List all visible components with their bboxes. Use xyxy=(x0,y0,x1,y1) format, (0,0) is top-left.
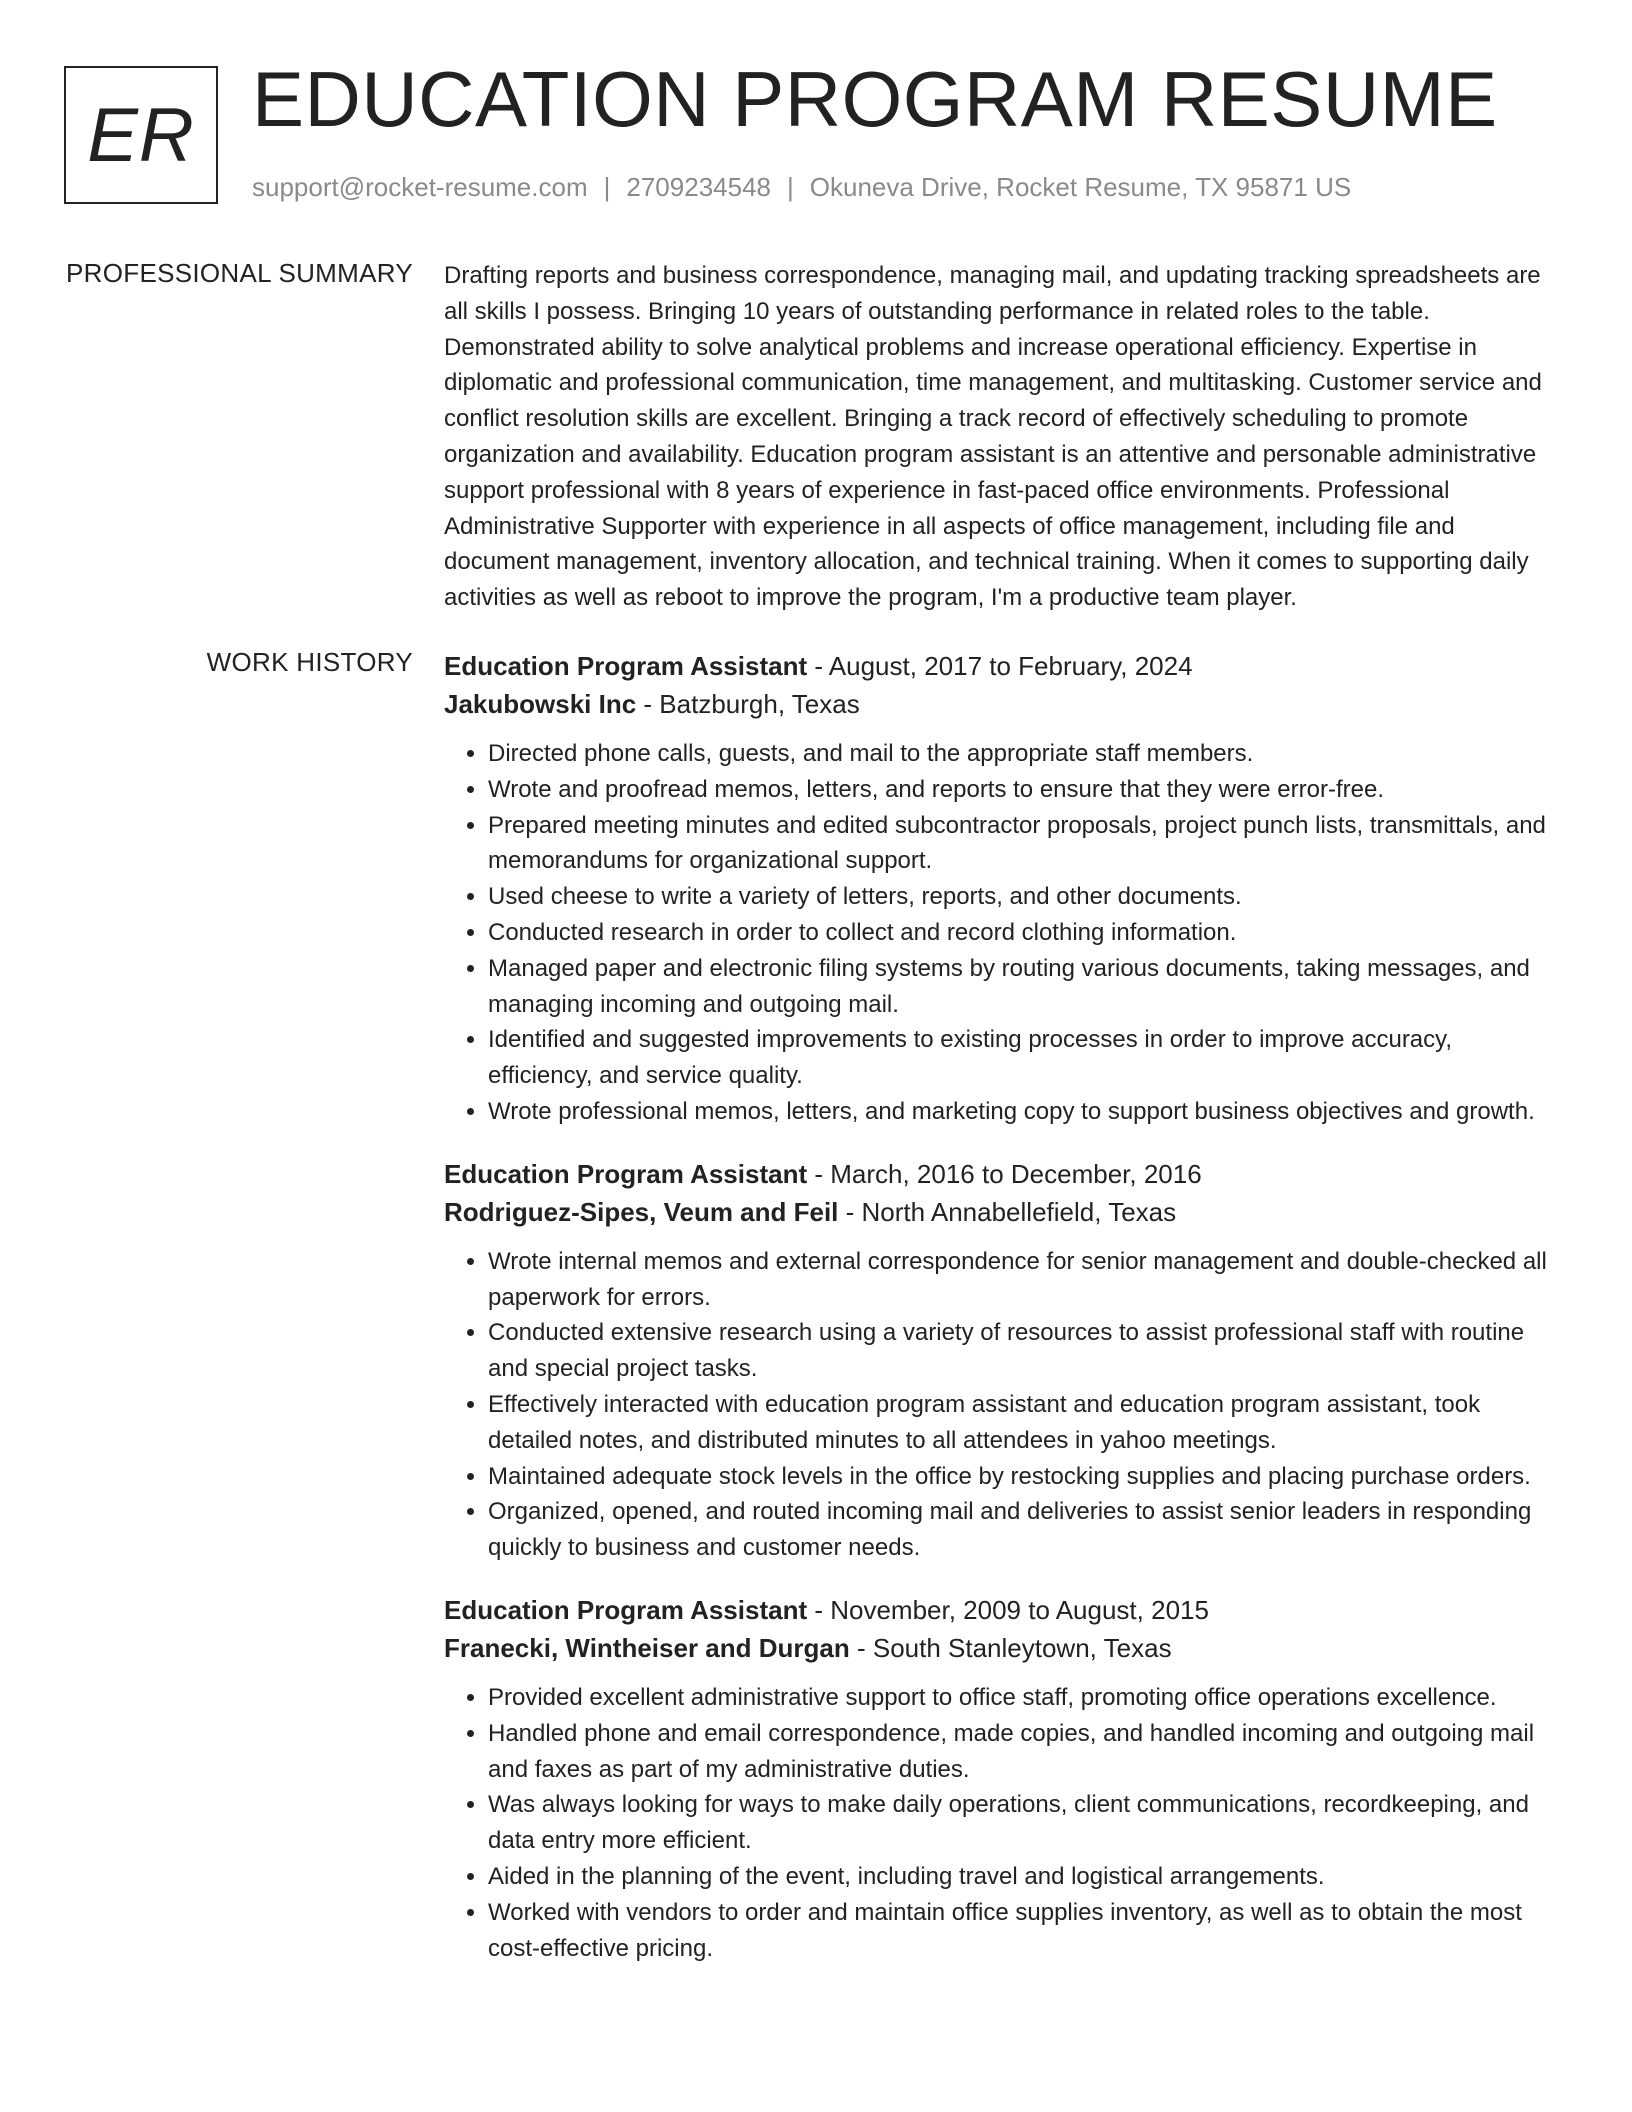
job-title-line xyxy=(444,1591,1556,1629)
job-bullet-list xyxy=(444,1680,1556,1966)
job-bullet: • Organized, opened, and routed incoming mail and deliveries to assist senior leaders in responding quickly to business and customer needs. xyxy=(488,1494,1556,1566)
contact-email: support@rocket-resume.com xyxy=(252,172,588,202)
job-bullet: • Managed paper and electronic filing systems by routing various documents, taking messages, and managing incoming and outgoing mail. xyxy=(488,951,1556,1023)
job-bullet: • Identified and suggested improvements to existing processes in order to improve accuracy, efficiency, and service quality. xyxy=(488,1022,1556,1094)
job-bullet: • Provided excellent administrative support to office staff, promoting office operations excellence. xyxy=(488,1680,1556,1716)
job-title: Education Program Assistant xyxy=(444,1158,808,1189)
job-bullet: • Used cheese to write a variety of letters, reports, and other documents. xyxy=(488,879,1556,915)
job-title-line xyxy=(444,1155,1556,1193)
job-company-line xyxy=(444,1193,1556,1231)
resume-header xyxy=(0,0,1632,240)
monogram-logo: ER xyxy=(64,66,218,204)
job-title: Education Program Assistant xyxy=(444,651,808,681)
contact-line xyxy=(252,172,1351,203)
job-company-line xyxy=(444,1629,1556,1667)
job-bullet: • Wrote professional memos, letters, and marketing copy to support business objectives and growth. xyxy=(488,1094,1556,1130)
job-bullet: • Prepared meeting minutes and edited subcontractor proposals, project punch lists, transmittals, and memorandums for organizational support. xyxy=(488,808,1556,880)
job-entry xyxy=(444,1155,1556,1566)
job-company: Rodriguez-Sipes, Veum and Feil xyxy=(444,1196,839,1227)
job-title-line xyxy=(444,647,1556,685)
work-history-body xyxy=(444,647,1556,1991)
job-company-line xyxy=(444,685,1556,723)
job-bullet-list xyxy=(444,736,1556,1130)
job-bullet: • Conducted extensive research using a variety of resources to assist professional staff with routine and special project tasks. xyxy=(488,1315,1556,1387)
job-location: - Batzburgh, Texas xyxy=(636,689,860,719)
contact-separator: | xyxy=(787,172,794,202)
resume-title: EDUCATION PROGRAM RESUME xyxy=(252,55,1498,143)
job-dates: - November, 2009 to August, 2015 xyxy=(807,1594,1209,1625)
job-bullet: • Conducted research in order to collect and record clothing information. xyxy=(488,915,1556,951)
job-bullet: • Was always looking for ways to make daily operations, client communications, recordkeeping, and data entry more efficient. xyxy=(488,1787,1556,1859)
job-location: - South Stanleytown, Texas xyxy=(849,1632,1172,1663)
job-entry xyxy=(444,647,1556,1130)
job-bullet: • Directed phone calls, guests, and mail to the appropriate staff members. xyxy=(488,736,1556,772)
job-bullet: • Aided in the planning of the event, including travel and logistical arrangements. xyxy=(488,1859,1556,1895)
job-title: Education Program Assistant xyxy=(444,1594,808,1625)
job-bullet: • Wrote and proofread memos, letters, and reports to ensure that they were error-free. xyxy=(488,772,1556,808)
job-bullet: • Handled phone and email correspondence, made copies, and handled incoming and outgoing mail and faxes as part of my administrative duties. xyxy=(488,1716,1556,1788)
job-dates: - March, 2016 to December, 2016 xyxy=(807,1158,1202,1189)
job-bullet-list xyxy=(444,1244,1556,1566)
job-entry xyxy=(444,1591,1556,1966)
summary-text: Drafting reports and business correspondence, managing mail, and updating tracking spreadsheets are all skills I possess. Bringing 10 years of outstanding performance in related roles to the table. Demonstrated ability to solve analytical problems and increase operational efficiency. Expertise in diplomatic and professional communication, time management, and multitasking. Customer service and conflict resolution skills are excellent. Bringing a track record of effectively scheduling to promote organization and availability. Education program assistant is an attentive and personable administrative support professional with 8 years of experience in fast-paced office environments. Professional Administrative Supporter with experience in all aspects of office management, including file and document management, inventory allocation, and technical training. When it comes to supporting daily activities as well as reboot to improve the program, I'm a productive team player. xyxy=(444,262,1542,612)
job-bullet: • Maintained adequate stock levels in the office by restocking supplies and placing purchase orders. xyxy=(488,1459,1556,1495)
job-bullet: • Worked with vendors to order and maintain office supplies inventory, as well as to obtain the most cost-effective pricing. xyxy=(488,1895,1556,1967)
contact-address: Okuneva Drive, Rocket Resume, TX 95871 US xyxy=(809,172,1352,202)
job-company: Jakubowski Inc xyxy=(444,689,637,719)
summary-heading: PROFESSIONAL SUMMARY xyxy=(66,258,413,288)
work-history-heading: WORK HISTORY xyxy=(206,647,413,677)
job-dates: - August, 2017 to February, 2024 xyxy=(807,651,1193,681)
job-company: Franecki, Wintheiser and Durgan xyxy=(444,1632,850,1663)
job-location: - North Annabellefield, Texas xyxy=(838,1196,1177,1227)
job-bullet: • Wrote internal memos and external correspondence for senior management and double-checked all paperwork for errors. xyxy=(488,1244,1556,1316)
contact-separator: | xyxy=(603,172,611,202)
summary-body xyxy=(444,258,1556,616)
job-bullet: • Effectively interacted with education program assistant and education program assistant, took detailed notes, and distributed minutes to all attendees in yahoo meetings. xyxy=(488,1387,1556,1459)
contact-phone: 2709234548 xyxy=(626,172,771,202)
